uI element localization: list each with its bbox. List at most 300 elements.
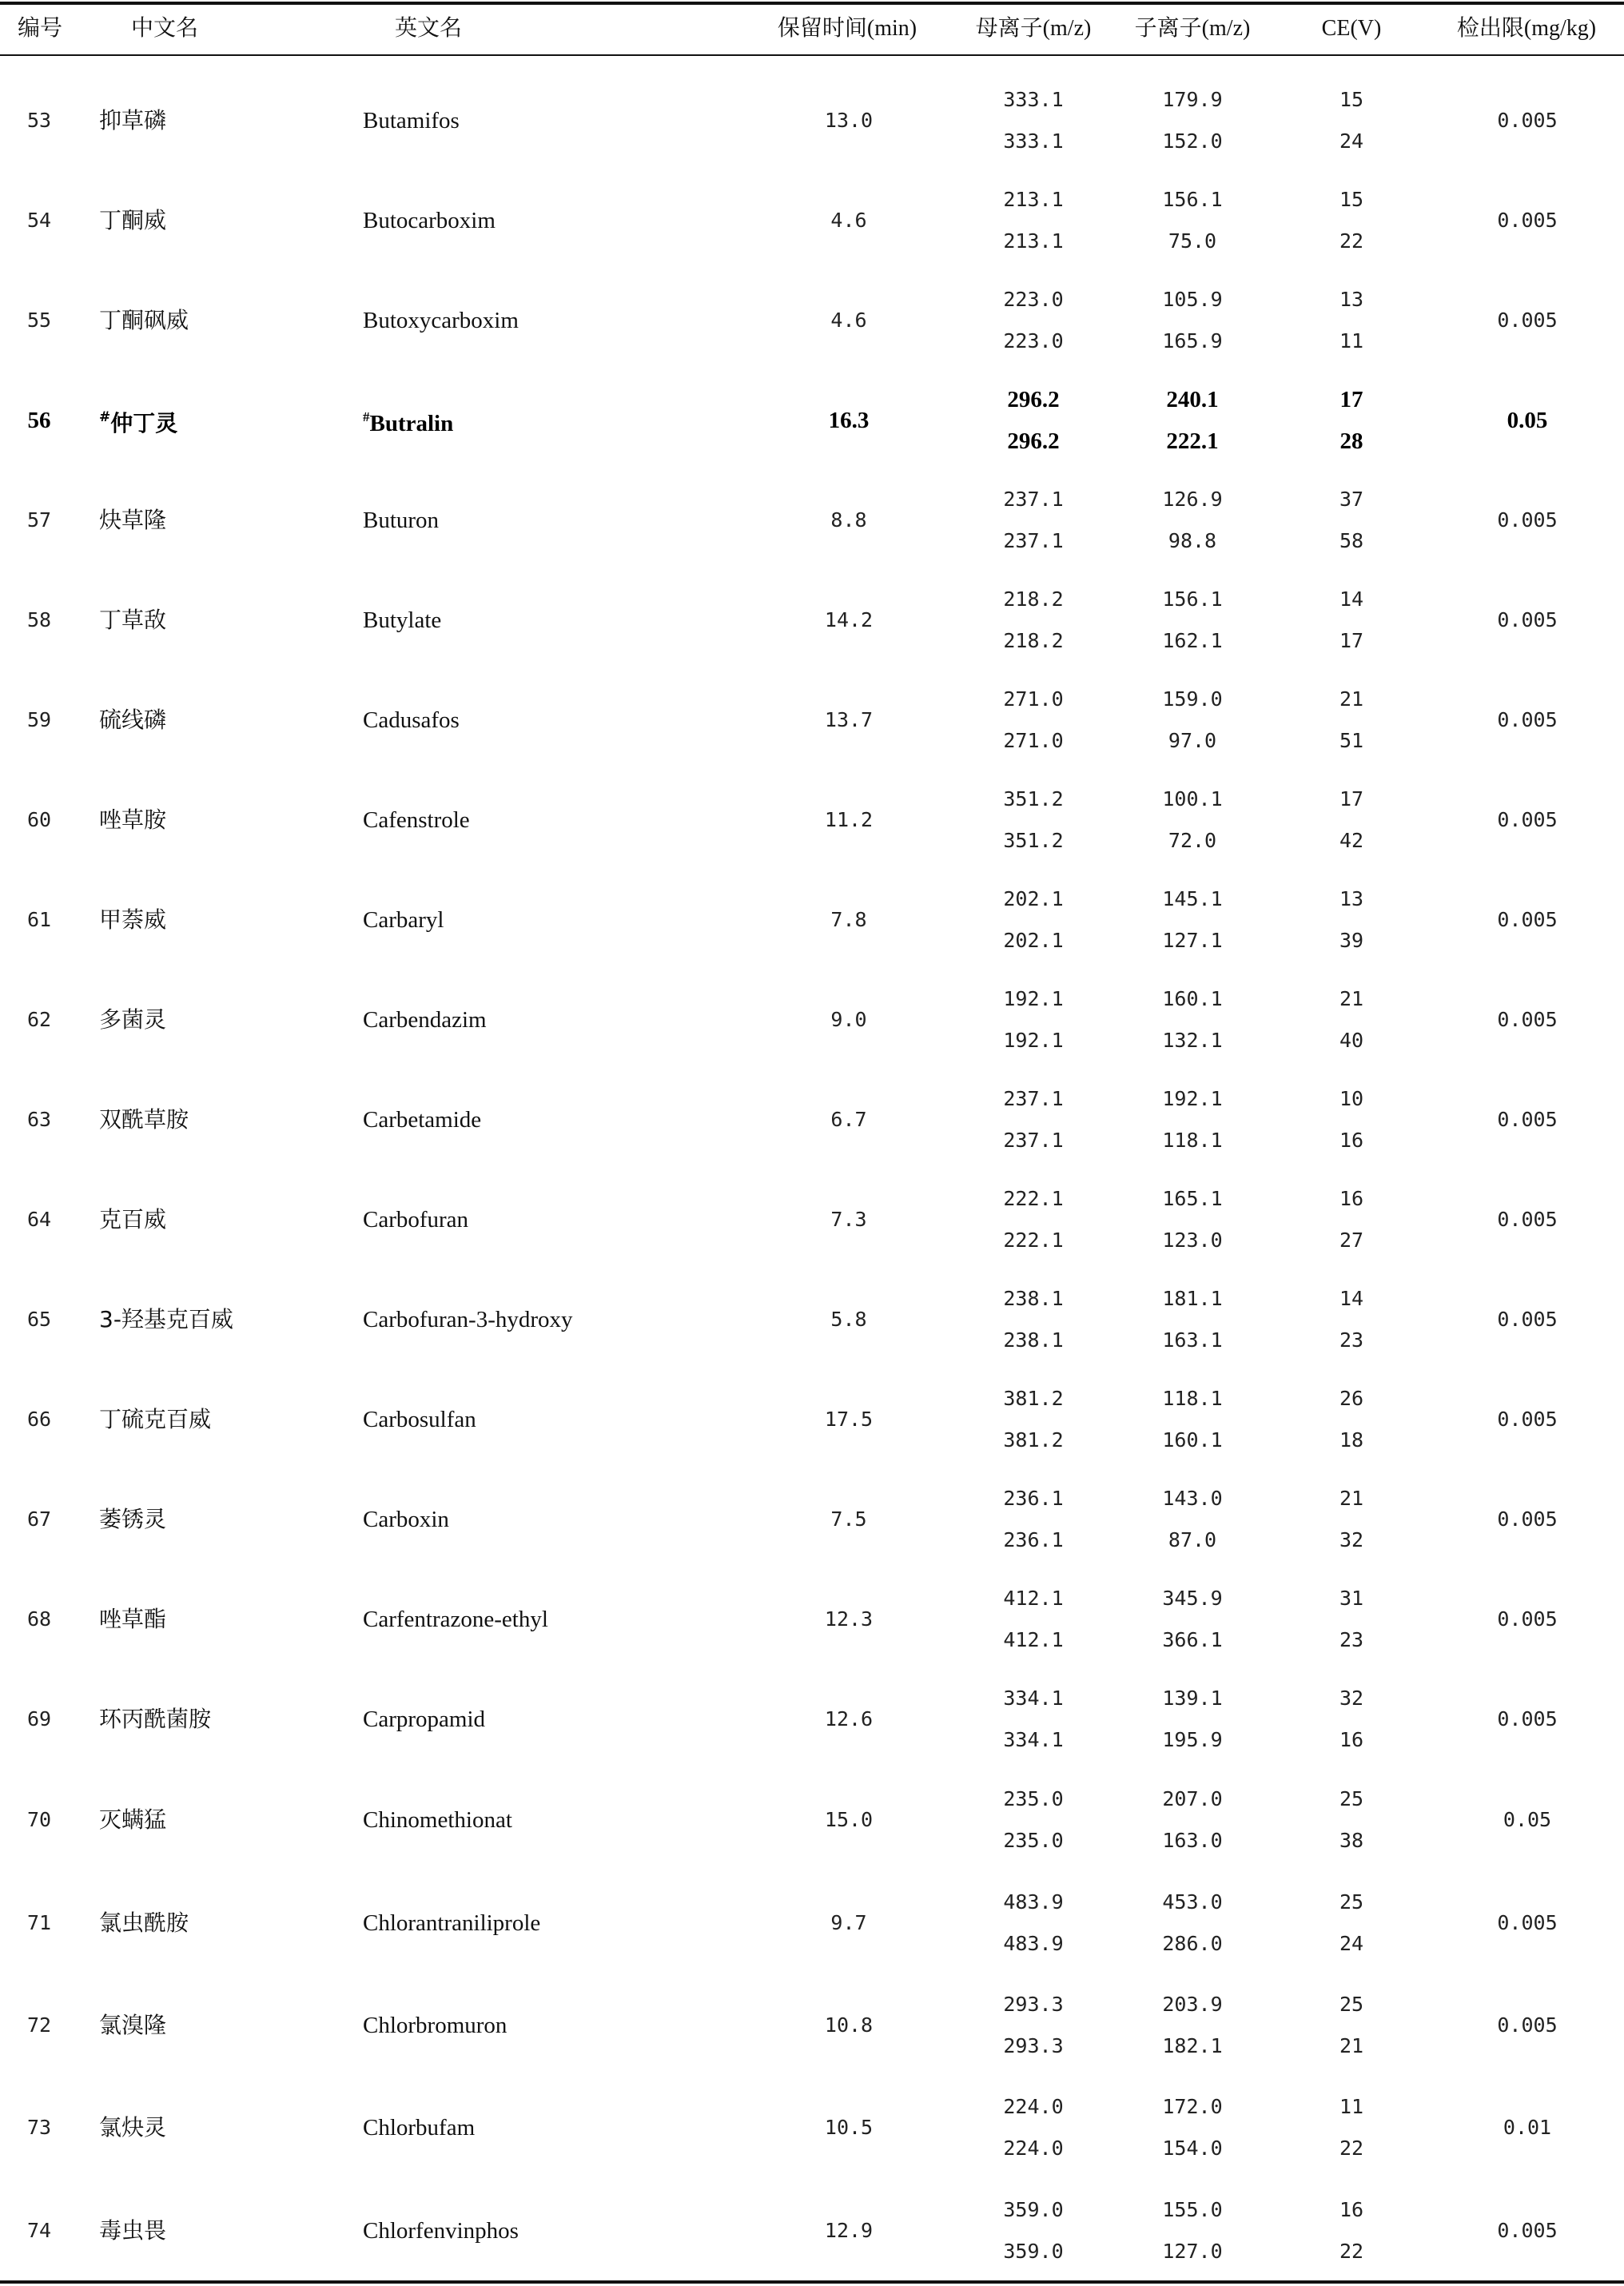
row-number: 72 [26,2013,52,2037]
chinese-name-text: 丁酮砜威 [99,306,189,333]
chinese-name [99,1006,166,1033]
daughter-ion: 145.1 [1162,886,1223,910]
collision-energy: 21 [1339,986,1364,1010]
detection-limit: 0.005 [1497,1107,1558,1131]
english-name [363,1606,548,1633]
collision-energy: 11 [1339,2095,1364,2119]
collision-energy: 18 [1339,1428,1364,1452]
table-row [0,2180,1624,2282]
detection-limit: 0.005 [1497,1007,1558,1031]
collision-energy: 14 [1339,587,1364,611]
daughter-ion: 143.0 [1162,1486,1223,1510]
detection-limit: 0.005 [1497,707,1558,731]
daughter-ion: 118.1 [1162,1386,1223,1410]
row-number: 53 [26,108,52,132]
parent-ion: 218.2 [1003,628,1064,652]
english-name [363,1106,481,1133]
parent-ion: 359.0 [1003,2239,1064,2263]
english-name [363,1506,449,1533]
table-bottom-rule [0,2280,1624,2284]
row-number: 66 [26,1407,52,1431]
chinese-name-text: 氯溴隆 [99,2011,167,2038]
daughter-ion: 155.0 [1162,2197,1223,2221]
chinese-name-text: 环丙酰菌胺 [99,1705,212,1732]
chinese-name [99,1606,166,1633]
parent-ion: 222.1 [1003,1228,1064,1252]
english-name [363,1910,540,1937]
row-number: 57 [26,508,52,532]
hash-mark: # [363,408,370,424]
parent-ion: 223.0 [1003,287,1064,311]
detection-limit: 0.005 [1497,1407,1558,1431]
daughter-ion: 127.1 [1162,928,1223,952]
english-name-text: Chlorbufam [363,2115,476,2141]
chinese-name-text: 炔草隆 [99,506,167,533]
parent-ion: 293.3 [1003,2033,1064,2057]
table-row [0,1269,1624,1369]
header-cn-name: 中文名 [130,16,199,41]
row-number: 58 [26,607,52,631]
row-number: 67 [26,1507,52,1531]
row-number: 62 [26,1007,52,1031]
row-number: 54 [26,208,52,232]
chinese-name-text: 多菌灵 [99,1006,167,1033]
english-name [363,1406,476,1433]
daughter-ion: 98.8 [1168,528,1217,552]
table-row [0,470,1624,570]
chinese-name-text: 灭螨猛 [99,1806,167,1834]
english-name-text: Carfentrazone-ethyl [363,1606,548,1632]
chinese-name [99,906,166,934]
table-row [0,1871,1624,1973]
collision-energy: 13 [1339,886,1364,910]
retention-time: 13.7 [824,707,874,731]
detection-limit: 0.05 [1503,1808,1552,1832]
parent-ion: 213.1 [1003,187,1064,211]
collision-energy: 23 [1339,1328,1364,1352]
parent-ion: 381.2 [1003,1428,1064,1452]
header-daughter-ion: 子离子(m/z) [1134,16,1251,41]
english-name [363,107,460,134]
parent-ion: 351.2 [1003,787,1064,810]
chinese-name [99,1806,166,1834]
english-name [363,607,441,634]
parent-ion: 351.2 [1003,828,1064,852]
table-row [0,770,1624,870]
row-number: 65 [26,1307,52,1331]
detection-limit: 0.005 [1497,108,1558,132]
english-name-text: Chlorfenvinphos [363,2217,519,2244]
chinese-name [99,507,166,534]
retention-time: 9.7 [830,1910,867,1934]
retention-time: 9.0 [830,1007,867,1031]
chinese-name [99,404,177,437]
english-name-text: Butocarboxim [363,207,496,233]
header-parent-ion: 母离子(m/z) [975,16,1092,41]
daughter-ion: 100.1 [1162,787,1223,810]
chinese-name [99,607,166,634]
parent-ion: 271.0 [1003,687,1064,711]
parent-ion: 213.1 [1003,229,1064,253]
parent-ion: 236.1 [1003,1486,1064,1510]
header-retention-time: 保留时间(min) [777,16,917,41]
chinese-name [99,1706,211,1733]
detection-limit: 0.005 [1497,1910,1558,1934]
retention-time: 16.3 [828,407,870,433]
english-name-text: Cafenstrole [363,806,470,833]
table-row [0,170,1624,270]
collision-energy: 21 [1339,687,1364,711]
collision-energy: 38 [1339,1829,1364,1853]
daughter-ion: 240.1 [1166,386,1219,412]
table-row [0,1169,1624,1269]
daughter-ion: 203.9 [1162,1992,1223,2016]
detection-limit: 0.01 [1503,2116,1552,2140]
collision-energy: 16 [1339,1128,1364,1152]
chinese-name [99,107,166,134]
chinese-name-text: 丁硫克百威 [99,1405,212,1432]
detection-limit: 0.005 [1497,1707,1558,1730]
collision-energy: 24 [1339,1931,1364,1955]
parent-ion: 333.1 [1003,129,1064,153]
retention-time: 5.8 [830,1307,867,1331]
parent-ion: 237.1 [1003,528,1064,552]
collision-energy: 15 [1339,187,1364,211]
chinese-name [99,707,166,734]
collision-energy: 10 [1339,1086,1364,1110]
chinese-name [99,1306,233,1333]
row-number: 70 [26,1808,52,1832]
table-row [0,1669,1624,1769]
detection-limit: 0.005 [1497,907,1558,931]
table-row [0,370,1624,470]
collision-energy: 37 [1339,487,1364,511]
chinese-name-text: 硫线磷 [99,706,167,733]
chinese-name-text: 丁草敌 [99,606,167,633]
table-row [0,1469,1624,1569]
chinese-name [99,1206,166,1233]
daughter-ion: 163.1 [1162,1328,1223,1352]
retention-time: 14.2 [824,607,874,631]
daughter-ion: 118.1 [1162,1128,1223,1152]
retention-time: 7.3 [830,1207,867,1231]
row-number: 64 [26,1207,52,1231]
parent-ion: 224.0 [1003,2137,1064,2161]
collision-energy: 39 [1339,928,1364,952]
collision-energy: 13 [1339,287,1364,311]
retention-time: 11.2 [824,807,874,831]
detection-limit: 0.005 [1497,308,1558,332]
collision-energy: 21 [1339,2033,1364,2057]
table-row [0,2077,1624,2179]
collision-energy: 17 [1339,787,1364,810]
collision-energy: 27 [1339,1228,1364,1252]
english-name-text: Carbendazim [363,1006,487,1033]
parent-ion: 359.0 [1003,2197,1064,2221]
daughter-ion: 152.0 [1162,129,1223,153]
chinese-name-text: 丁酮威 [99,206,167,233]
detection-limit: 0.005 [1497,1507,1558,1531]
detection-limit: 0.005 [1497,508,1558,532]
collision-energy: 28 [1339,428,1363,454]
parent-ion: 192.1 [1003,1028,1064,1052]
table-row [0,1369,1624,1469]
retention-time: 12.3 [824,1607,874,1631]
parent-ion: 223.0 [1003,329,1064,352]
chinese-name-text: 氯炔灵 [99,2114,167,2141]
english-name-text: Carbaryl [363,906,444,933]
retention-time: 4.6 [830,308,867,332]
parent-ion: 238.1 [1003,1328,1064,1352]
english-name-text: Butamifos [363,107,460,133]
collision-energy: 26 [1339,1386,1364,1410]
table-row [0,870,1624,970]
daughter-ion: 156.1 [1162,587,1223,611]
daughter-ion: 127.0 [1162,2239,1223,2263]
daughter-ion: 139.1 [1162,1686,1223,1710]
collision-energy: 58 [1339,528,1364,552]
chinese-name [99,2217,166,2244]
english-name-text: Cadusafos [363,707,460,733]
english-name-text: Butylate [363,607,442,633]
table-row [0,970,1624,1069]
chinese-name [99,2114,166,2141]
english-name-text: Carboxin [363,1506,449,1532]
parent-ion: 296.2 [1007,428,1060,454]
retention-time: 6.7 [830,1107,867,1131]
collision-energy: 14 [1339,1286,1364,1310]
daughter-ion: 366.1 [1162,1627,1223,1651]
daughter-ion: 132.1 [1162,1028,1223,1052]
parent-ion: 224.0 [1003,2095,1064,2119]
collision-energy: 24 [1339,129,1364,153]
collision-energy: 25 [1339,1787,1364,1811]
daughter-ion: 160.1 [1162,986,1223,1010]
collision-energy: 42 [1339,828,1364,852]
parent-ion: 235.0 [1003,1787,1064,1811]
retention-time: 12.6 [824,1707,874,1730]
chinese-name [99,1106,189,1133]
daughter-ion: 286.0 [1162,1931,1223,1955]
row-number: 61 [26,907,52,931]
retention-time: 4.6 [830,208,867,232]
english-name-text: Carpropamid [363,1706,486,1732]
chinese-name-text: 氯虫酰胺 [99,1909,189,1936]
collision-energy: 31 [1339,1586,1364,1610]
daughter-ion: 207.0 [1162,1787,1223,1811]
parent-ion: 412.1 [1003,1627,1064,1651]
table-row [0,570,1624,670]
chinese-name [99,307,189,334]
parent-ion: 483.9 [1003,1931,1064,1955]
english-name [363,1306,573,1333]
daughter-ion: 182.1 [1162,2033,1223,2057]
collision-energy: 21 [1339,1486,1364,1510]
daughter-ion: 345.9 [1162,1586,1223,1610]
collision-energy: 22 [1339,2239,1364,2263]
english-name [363,2217,519,2244]
chinese-name [99,1406,211,1433]
header-ce: CE(V) [1321,16,1382,41]
table-row [0,1069,1624,1169]
english-name [363,806,470,834]
english-name-text: Buturon [363,507,440,533]
chinese-name-text: 唑草酯 [99,1605,167,1632]
daughter-ion: 105.9 [1162,287,1223,311]
english-name-text: Carbofuran [363,1206,469,1233]
english-name-text: Carbosulfan [363,1406,476,1432]
daughter-ion: 181.1 [1162,1286,1223,1310]
detection-limit: 0.05 [1507,407,1548,433]
daughter-ion: 192.1 [1162,1086,1223,1110]
table-row [0,1974,1624,2077]
english-name-text: Chlorbromuron [363,2012,508,2038]
parent-ion: 412.1 [1003,1586,1064,1610]
collision-energy: 32 [1339,1527,1364,1551]
row-number: 74 [26,2218,52,2242]
english-name [363,307,519,334]
daughter-ion: 72.0 [1168,828,1217,852]
parent-ion: 236.1 [1003,1527,1064,1551]
collision-energy: 16 [1339,1727,1364,1751]
parent-ion: 222.1 [1003,1186,1064,1210]
header-en-name: 英文名 [394,16,463,41]
parent-ion: 296.2 [1007,386,1060,412]
detection-limit: 0.005 [1497,807,1558,831]
detection-limit: 0.005 [1497,1607,1558,1631]
daughter-ion: 165.1 [1162,1186,1223,1210]
daughter-ion: 160.1 [1162,1428,1223,1452]
parent-ion: 334.1 [1003,1686,1064,1710]
daughter-ion: 195.9 [1162,1727,1223,1751]
retention-time: 15.0 [824,1808,874,1832]
english-name-text: Chinomethionat [363,1807,512,1834]
daughter-ion: 453.0 [1162,1890,1223,1914]
english-name [363,1806,512,1834]
table-row [0,270,1624,370]
retention-time: 17.5 [824,1407,874,1431]
english-name [363,2114,475,2141]
collision-energy: 32 [1339,1686,1364,1710]
parent-ion: 238.1 [1003,1286,1064,1310]
daughter-ion: 179.9 [1162,87,1223,111]
table-row [0,670,1624,770]
english-name [363,906,444,934]
row-number: 71 [26,1910,52,1934]
detection-limit: 0.005 [1497,607,1558,631]
daughter-ion: 163.0 [1162,1829,1223,1853]
collision-energy: 16 [1339,1186,1364,1210]
collision-energy: 11 [1339,329,1364,352]
chinese-name [99,2012,166,2039]
daughter-ion: 97.0 [1168,728,1217,752]
row-number: 69 [26,1707,52,1730]
parent-ion: 293.3 [1003,1992,1064,2016]
parent-ion: 192.1 [1003,986,1064,1010]
retention-time: 7.8 [830,907,867,931]
header-lod: 检出限(mg/kg) [1456,16,1597,41]
retention-time: 13.0 [824,108,874,132]
detection-limit: 0.005 [1497,1207,1558,1231]
daughter-ion: 75.0 [1168,229,1217,253]
retention-time: 12.9 [824,2218,874,2242]
parent-ion: 334.1 [1003,1727,1064,1751]
parent-ion: 381.2 [1003,1386,1064,1410]
chinese-name [99,806,166,834]
parent-ion: 218.2 [1003,587,1064,611]
parent-ion: 237.1 [1003,1086,1064,1110]
row-number: 73 [26,2116,52,2140]
english-name [363,404,453,437]
row-number: 55 [26,308,52,332]
english-name [363,1706,485,1733]
chinese-name-text: 萎锈灵 [99,1505,167,1532]
header-no: 编号 [18,16,63,41]
table-row [0,1569,1624,1669]
chinese-name-text: 毒虫畏 [99,2216,167,2244]
chinese-name [99,1910,189,1937]
daughter-ion: 123.0 [1162,1228,1223,1252]
english-name-text: Butoxycarboxim [363,307,519,333]
parent-ion: 202.1 [1003,886,1064,910]
collision-energy: 17 [1339,628,1364,652]
daughter-ion: 172.0 [1162,2095,1223,2119]
retention-time: 10.5 [824,2116,874,2140]
retention-time: 8.8 [830,508,867,532]
collision-energy: 25 [1339,1992,1364,2016]
table-top-rule [0,2,1624,5]
chinese-name-text: 甲萘威 [99,906,167,933]
english-name [363,2012,507,2039]
english-name [363,1006,487,1033]
daughter-ion: 159.0 [1162,687,1223,711]
chinese-name [99,1506,166,1533]
row-number: 60 [26,807,52,831]
english-name-text: Carbofuran-3-hydroxy [363,1306,573,1332]
daughter-ion: 87.0 [1168,1527,1217,1551]
english-name-text: Carbetamide [363,1106,482,1133]
chinese-name-text: 克百威 [99,1205,167,1233]
detection-limit: 0.005 [1497,2218,1558,2242]
collision-energy: 16 [1339,2197,1364,2221]
collision-energy: 51 [1339,728,1364,752]
chinese-name-text: 3-羟基克百威 [99,1305,233,1332]
row-number: 63 [26,1107,52,1131]
retention-time: 10.8 [824,2013,874,2037]
chinese-name-text: 抑草磷 [99,106,167,133]
table-row [0,70,1624,170]
parent-ion: 483.9 [1003,1890,1064,1914]
detection-limit: 0.005 [1497,208,1558,232]
english-name [363,207,496,234]
parent-ion: 271.0 [1003,728,1064,752]
parent-ion: 235.0 [1003,1829,1064,1853]
parent-ion: 237.1 [1003,487,1064,511]
collision-energy: 23 [1339,1627,1364,1651]
detection-limit: 0.005 [1497,2013,1558,2037]
daughter-ion: 222.1 [1166,428,1219,454]
parent-ion: 237.1 [1003,1128,1064,1152]
collision-energy: 22 [1339,2137,1364,2161]
daughter-ion: 156.1 [1162,187,1223,211]
english-name [363,507,439,534]
chinese-name-text: 仲丁灵 [110,409,178,436]
row-number: 68 [26,1607,52,1631]
english-name [363,707,460,734]
english-name [363,1206,468,1233]
parent-ion: 202.1 [1003,928,1064,952]
retention-time: 7.5 [830,1507,867,1531]
